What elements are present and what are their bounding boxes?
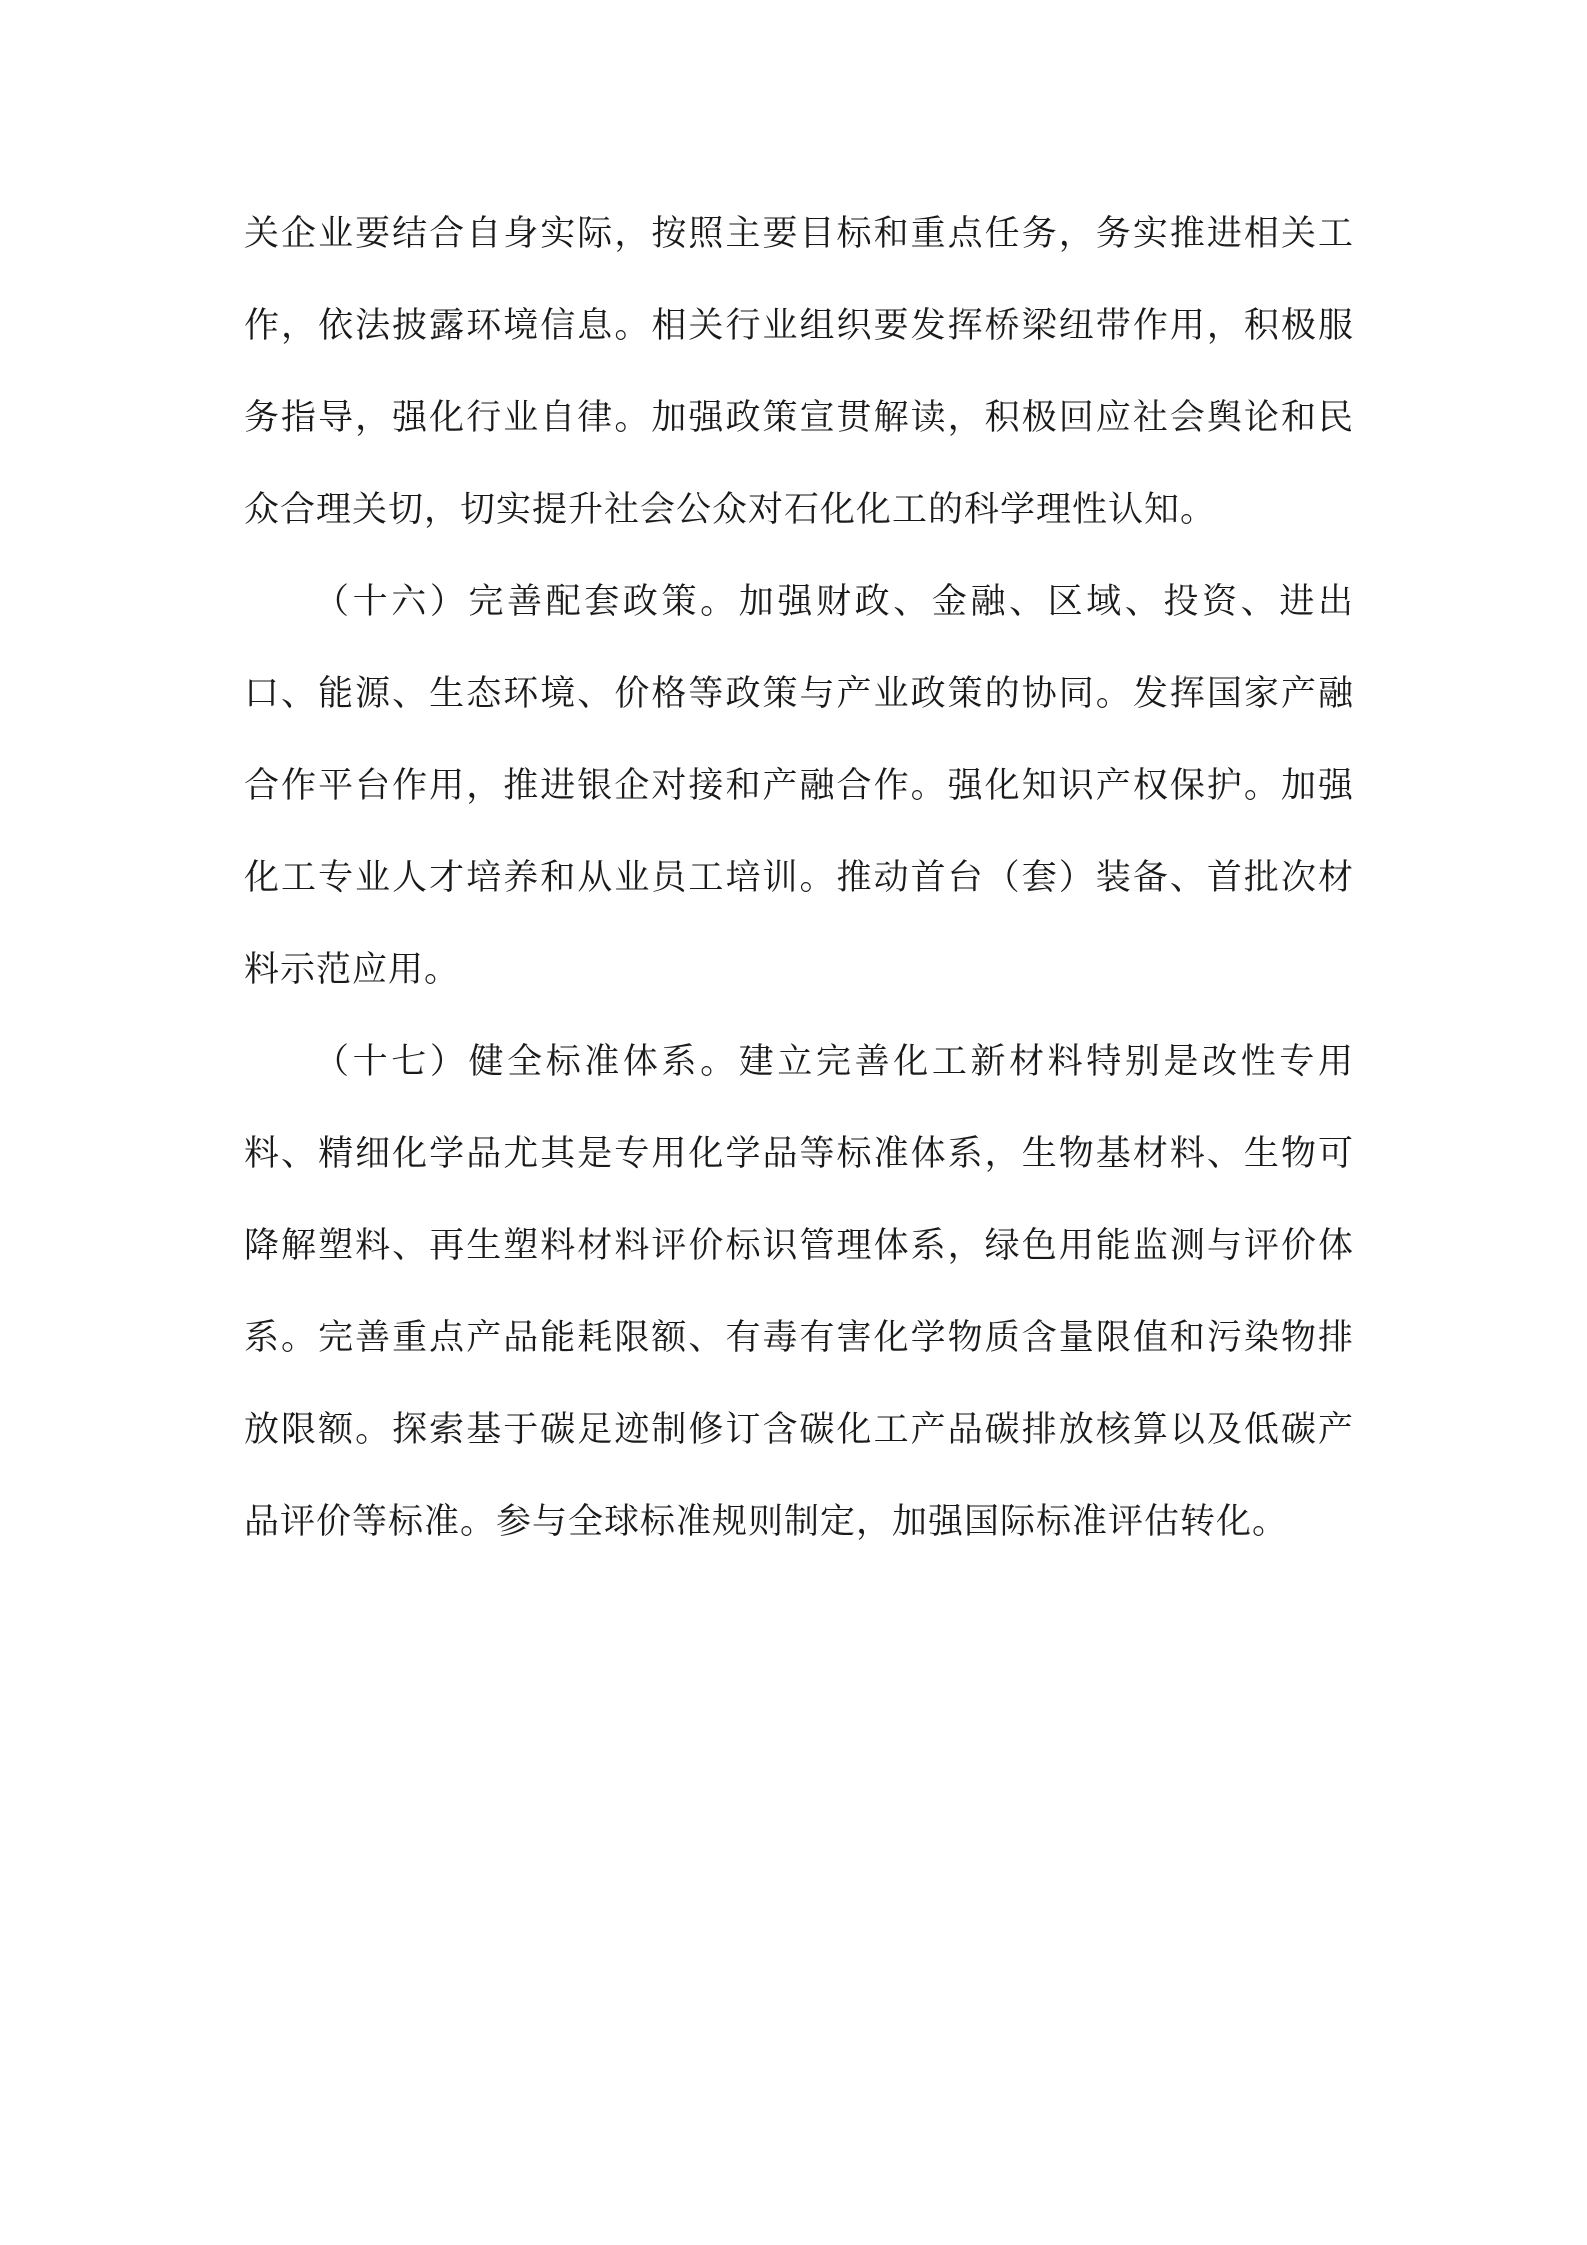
paragraph-supporting-policies: （十六）完善配套政策。加强财政、金融、区域、投资、进出口、能源、生态环境、价格等政策与产业政策的协同。发挥国家产融合作平台作用，推进银企对接和产融合作。强化知识产权保护。加强化工专业人才培养和从业员工培训。推动首台（套）装备、首批次材料示范应用。 (244, 582, 1354, 990)
paragraph-standards-system: （十七）健全标准体系。建立完善化工新材料特别是改性专用料、精细化学品尤其是专用化学品等标准体系，生物基材料、生物可降解塑料、再生塑料材料评价标识管理体系，绿色用能监测与评价体系。完善重点产品能耗限额、有毒有害化学物质含量限值和污染物排放限额。探索基于碳足迹制修订含碳化工产品碳排放核算以及低碳产品评价等标准。参与全球标准规则制定，加强国际标准评估转化。 (244, 1042, 1354, 1542)
paragraph-continuation: 关企业要结合自身实际，按照主要目标和重点任务，务实推进相关工作，依法披露环境信息。相关行业组织要发挥桥梁纽带作用，积极服务指导，强化行业自律。加强政策宣贯解读，积极回应社会舆论和民众合理关切，切实提升社会公众对石化化工的科学理性认知。 (244, 214, 1354, 530)
document-body (244, 188, 1354, 1568)
